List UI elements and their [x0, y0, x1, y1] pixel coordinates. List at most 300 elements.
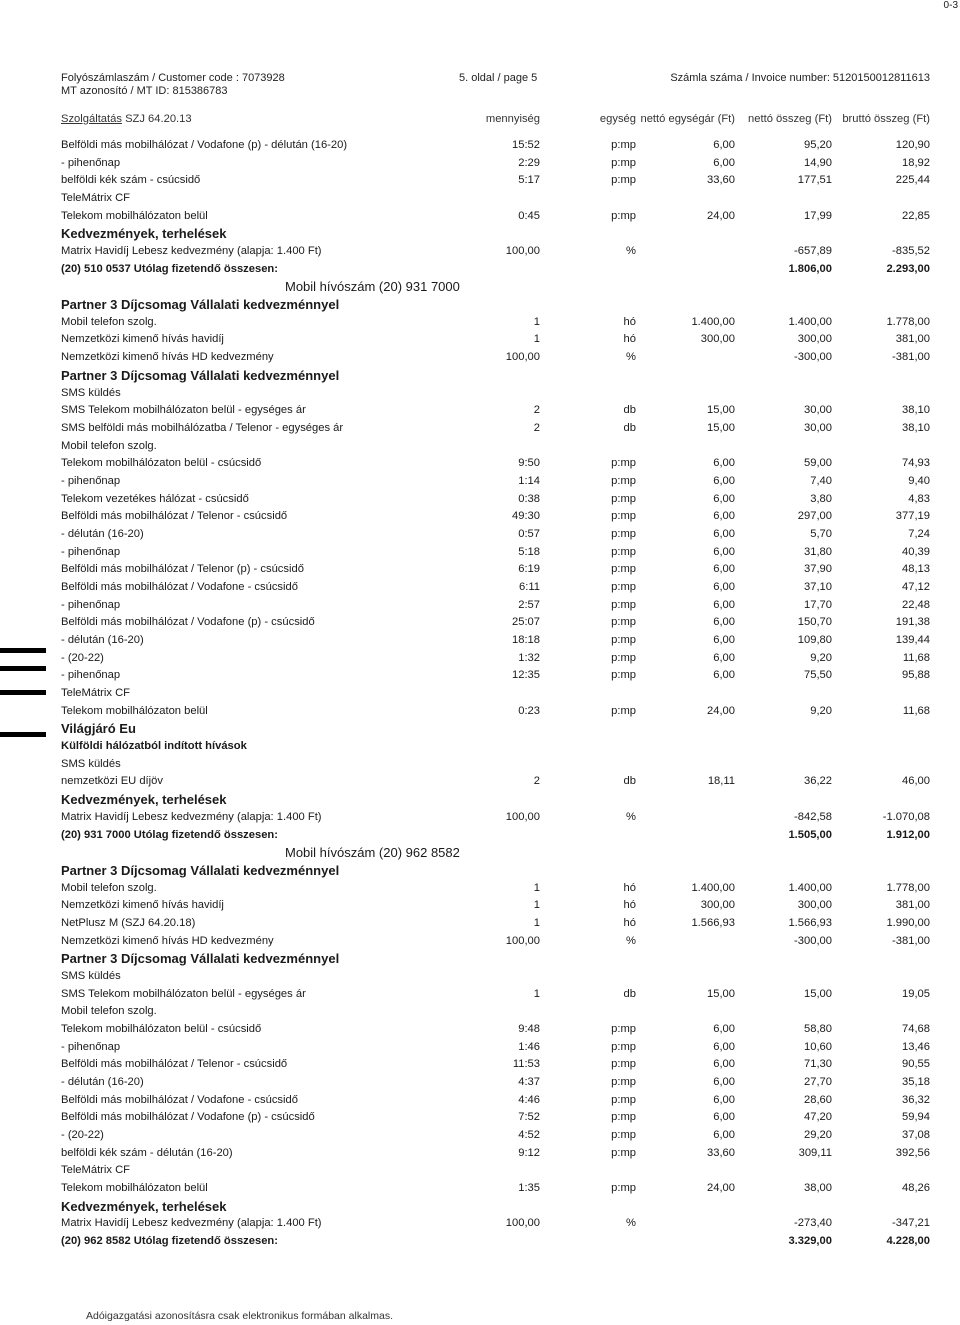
- cell-gross: 1.990,00: [886, 916, 930, 929]
- cell-qty: 1: [533, 987, 540, 1000]
- cell-desc: Belföldi más mobilhálózat / Telenor - csúcsidő: [61, 1058, 288, 1071]
- table-row: [0, 314, 960, 331]
- cell-qty: 2:29: [518, 156, 540, 169]
- cell-desc: TeleMátrix CF: [61, 687, 130, 700]
- table-row: [0, 385, 960, 402]
- section-heading: [0, 720, 960, 737]
- cell-net: 1.806,00: [788, 262, 832, 275]
- table-row: [0, 1215, 960, 1232]
- column-gross: bruttó összeg (Ft): [842, 113, 930, 125]
- column-unit: egység: [599, 113, 636, 125]
- cell-gross: 377,19: [895, 510, 930, 523]
- cell-price: 6,00: [713, 457, 735, 470]
- cell-desc: Belföldi más mobilhálózat / Vodafone (p) - csúcsidő: [61, 1111, 315, 1124]
- cell-qty: 100,00: [505, 1217, 540, 1230]
- cell-qty: 7:52: [518, 1111, 540, 1124]
- cell-gross: 1.778,00: [886, 315, 930, 328]
- cell-qty: 4:46: [518, 1093, 540, 1106]
- subtotal-row: [0, 261, 960, 278]
- table-row: [0, 526, 960, 543]
- cell-desc: Partner 3 Díjcsomag Vállalati kedvezménnyel: [61, 297, 340, 313]
- cell-desc: Telekom mobilhálózaton belül: [61, 209, 208, 222]
- cell-price: 33,60: [707, 174, 735, 187]
- cell-net: 47,20: [804, 1111, 832, 1124]
- cell-desc: - pihenőnap: [61, 1040, 121, 1053]
- cell-desc: Nemzetközi kimenő hívás havidíj: [61, 899, 224, 912]
- cell-unit: p:mp: [611, 209, 636, 222]
- cell-desc: Világjáró Eu: [61, 721, 136, 737]
- cell-net: 17,99: [804, 209, 832, 222]
- table-row: [0, 208, 960, 225]
- cell-net: 28,60: [804, 1093, 832, 1106]
- cell-desc: - pihenőnap: [61, 156, 121, 169]
- cell-net: 1.400,00: [788, 881, 832, 894]
- cell-gross: 47,12: [902, 581, 930, 593]
- cell-gross: 95,88: [902, 669, 930, 682]
- cell-net: 150,70: [797, 616, 832, 629]
- table-row: [0, 1127, 960, 1144]
- cell-gross: 40,39: [902, 545, 930, 558]
- cell-desc: nemzetközi EU díjöv: [61, 775, 163, 788]
- cell-desc: SMS küldés: [61, 757, 121, 770]
- table-row: [0, 1162, 960, 1179]
- cell-net: 300,00: [797, 899, 832, 912]
- cell-price: 24,00: [707, 1182, 735, 1195]
- table-row: [0, 756, 960, 773]
- cell-gross: 381,00: [895, 333, 930, 346]
- cell-net: 9,20: [810, 651, 832, 664]
- table-row: [0, 331, 960, 348]
- cell-desc: Nemzetközi kimenő hívás HD kedvezmény: [61, 934, 274, 947]
- cell-qty: 1: [533, 916, 540, 929]
- cell-desc: - (20-22): [61, 651, 104, 664]
- cell-gross: 22,85: [902, 209, 930, 222]
- cell-unit: p:mp: [611, 1076, 636, 1089]
- cell-net: -273,40: [794, 1217, 832, 1230]
- cell-unit: hó: [623, 333, 636, 346]
- section-heading: [0, 862, 960, 879]
- cell-desc: Külföldi hálózatból indított hívások: [61, 740, 247, 753]
- cell-gross: 9,40: [908, 474, 930, 487]
- cell-unit: p:mp: [611, 634, 636, 647]
- cell-gross: 35,18: [902, 1076, 930, 1089]
- cell-price: 300,00: [700, 899, 735, 912]
- cell-price: 6,00: [713, 1093, 735, 1106]
- phone-number-heading: [0, 278, 960, 295]
- cell-qty: 9:48: [518, 1023, 540, 1035]
- table-row: [0, 243, 960, 260]
- cell-net: -657,89: [794, 245, 832, 258]
- cell-gross: 74,93: [902, 457, 930, 470]
- cell-price: 6,00: [713, 634, 735, 647]
- cell-unit: hó: [623, 315, 636, 328]
- cell-desc: Kedvezmények, terhelések: [61, 792, 227, 808]
- cell-net: 58,80: [804, 1023, 832, 1035]
- cell-gross: 36,32: [902, 1093, 930, 1106]
- cell-desc: - pihenőnap: [61, 669, 121, 682]
- cell-qty: 6:11: [519, 581, 540, 593]
- column-qty: mennyiség: [485, 113, 540, 125]
- cell-qty: 2: [533, 404, 540, 417]
- table-row: [0, 597, 960, 614]
- cell-desc: Mobil hívószám (20) 931 7000: [285, 279, 460, 295]
- cell-gross: 1.912,00: [886, 828, 930, 841]
- cell-desc: Belföldi más mobilhálózat / Vodafone - csúcsidő: [61, 581, 298, 593]
- cell-desc: SMS küldés: [61, 386, 121, 399]
- cell-desc: Telekom vezetékes hálózat - csúcsidő: [61, 492, 249, 505]
- cell-unit: %: [626, 810, 636, 823]
- table-row: [0, 561, 960, 578]
- cell-net: 17,70: [804, 598, 832, 611]
- column-unit-price: nettó egységár (Ft): [640, 113, 735, 125]
- cell-price: 1.400,00: [691, 881, 735, 894]
- cell-desc: Belföldi más mobilhálózat / Telenor - csúcsidő: [61, 510, 288, 523]
- page-corner-label: 0-3: [943, 0, 958, 11]
- table-row: [0, 402, 960, 419]
- cell-gross: 38,10: [902, 404, 930, 417]
- cell-net: 109,80: [797, 634, 832, 647]
- cell-unit: p:mp: [611, 174, 636, 187]
- cell-gross: 90,55: [902, 1058, 930, 1071]
- cell-net: 59,00: [804, 457, 832, 470]
- cell-net: 75,50: [804, 669, 832, 682]
- footer-note: Adóigazgatási azonosításra csak elektronikus formában alkalmas.: [86, 1310, 393, 1322]
- cell-qty: 0:57: [518, 527, 540, 540]
- cell-qty: 4:37: [518, 1076, 540, 1089]
- cell-net: 31,80: [804, 545, 832, 558]
- cell-qty: 4:52: [518, 1129, 540, 1142]
- cell-price: 33,60: [707, 1146, 735, 1159]
- cell-price: 6,00: [713, 669, 735, 682]
- cell-qty: 9:12: [518, 1146, 540, 1159]
- cell-unit: %: [626, 351, 636, 364]
- table-row: [0, 986, 960, 1003]
- cell-price: 6,00: [713, 651, 735, 664]
- cell-gross: -347,21: [892, 1217, 930, 1230]
- cell-qty: 0:38: [518, 492, 540, 505]
- margin-mark: [0, 648, 46, 653]
- cell-price: 6,00: [713, 156, 735, 169]
- cell-unit: p:mp: [611, 1182, 636, 1195]
- cell-net: 297,00: [797, 510, 832, 523]
- cell-desc: - pihenőnap: [61, 474, 121, 487]
- table-row: [0, 933, 960, 950]
- cell-net: 3.329,00: [788, 1235, 832, 1248]
- table-row: [0, 172, 960, 189]
- table-row: [0, 632, 960, 649]
- cell-unit: p:mp: [611, 1129, 636, 1142]
- cell-qty: 2: [533, 775, 540, 788]
- cell-qty: 100,00: [505, 351, 540, 364]
- cell-net: 30,00: [804, 421, 832, 434]
- cell-price: 15,00: [707, 404, 735, 417]
- cell-net: 27,70: [804, 1076, 832, 1089]
- mt-id: MT azonosító / MT ID: 815386783: [61, 85, 228, 97]
- cell-qty: 49:30: [512, 510, 540, 523]
- table-row: [0, 915, 960, 932]
- cell-unit: db: [623, 775, 636, 788]
- cell-qty: 6:19: [518, 563, 540, 576]
- cell-qty: 5:18: [518, 545, 540, 558]
- cell-unit: p:mp: [611, 139, 636, 151]
- section-heading: [0, 1198, 960, 1215]
- table-row: [0, 1021, 960, 1038]
- cell-desc: Belföldi más mobilhálózat / Vodafone (p) - csúcsidő: [61, 616, 315, 629]
- cell-qty: 2: [533, 421, 540, 434]
- cell-desc: - délután (16-20): [61, 527, 144, 540]
- cell-desc: (20) 510 0537 Utólag fizetendő összesen:: [61, 262, 278, 275]
- cell-net: -842,58: [794, 810, 832, 823]
- cell-qty: 12:35: [512, 669, 540, 682]
- cell-desc: Matrix Havidíj Lebesz kedvezmény (alapja: 1.400 Ft): [61, 245, 322, 258]
- cell-qty: 15:52: [512, 139, 540, 151]
- cell-net: 177,51: [797, 174, 832, 187]
- cell-qty: 11:53: [512, 1058, 540, 1071]
- table-row: [0, 579, 960, 596]
- cell-gross: 19,05: [902, 987, 930, 1000]
- cell-desc: belföldi kék szám - délután (16-20): [61, 1146, 233, 1159]
- cell-gross: 38,10: [902, 421, 930, 434]
- table-row: [0, 1109, 960, 1126]
- cell-desc: Nemzetközi kimenő hívás havidíj: [61, 333, 224, 346]
- cell-price: 6,00: [713, 1129, 735, 1142]
- column-service: Szolgáltatás SZJ 64.20.13: [61, 113, 192, 125]
- cell-net: 300,00: [797, 333, 832, 346]
- cell-gross: 48,13: [902, 563, 930, 576]
- cell-price: 1.566,93: [691, 916, 735, 929]
- cell-desc: TeleMátrix CF: [61, 192, 130, 205]
- cell-qty: 5:17: [518, 174, 540, 187]
- cell-qty: 1: [533, 315, 540, 328]
- cell-gross: -835,52: [892, 245, 930, 258]
- cell-gross: 37,08: [902, 1129, 930, 1142]
- cell-desc: Partner 3 Díjcsomag Vállalati kedvezménnyel: [61, 367, 340, 383]
- column-net: nettó összeg (Ft): [748, 113, 832, 125]
- cell-desc: Belföldi más mobilhálózat / Vodafone (p) - délután (16-20): [61, 139, 348, 151]
- cell-unit: p:mp: [611, 616, 636, 629]
- table-row: [0, 137, 960, 154]
- cell-gross: 191,38: [895, 616, 930, 629]
- cell-net: 3,80: [810, 492, 832, 505]
- cell-desc: Matrix Havidíj Lebesz kedvezmény (alapja: 1.400 Ft): [61, 810, 322, 823]
- cell-desc: Belföldi más mobilhálózat / Telenor (p) - csúcsidő: [61, 563, 304, 576]
- table-row: [0, 1074, 960, 1091]
- cell-gross: 4.228,00: [886, 1235, 930, 1248]
- table-row: [0, 1056, 960, 1073]
- cell-desc: Mobil telefon szolg.: [61, 439, 157, 452]
- cell-net: 1.566,93: [788, 916, 832, 929]
- cell-unit: p:mp: [611, 1040, 636, 1053]
- invoice-number: Számla száma / Invoice number: 5120150012811613: [670, 72, 930, 84]
- cell-price: 6,00: [713, 527, 735, 540]
- table-row: [0, 809, 960, 826]
- cell-unit: p:mp: [611, 581, 636, 593]
- cell-price: 18,11: [707, 775, 735, 788]
- table-row: [0, 1092, 960, 1109]
- cell-net: 14,90: [804, 156, 832, 169]
- cell-desc: Telekom mobilhálózaton belül: [61, 1182, 208, 1195]
- cell-net: 38,00: [804, 1182, 832, 1195]
- table-row: [0, 897, 960, 914]
- cell-desc: Mobil telefon szolg.: [61, 1005, 157, 1018]
- cell-qty: 100,00: [505, 934, 540, 947]
- cell-price: 6,00: [713, 581, 735, 593]
- cell-unit: p:mp: [611, 669, 636, 682]
- customer-code: Folyószámlaszám / Customer code : 7073928: [61, 72, 285, 84]
- cell-net: 37,90: [804, 563, 832, 576]
- cell-unit: p:mp: [611, 1111, 636, 1124]
- cell-gross: 139,44: [895, 634, 930, 647]
- section-heading: [0, 791, 960, 808]
- cell-unit: hó: [623, 899, 636, 912]
- table-row: [0, 880, 960, 897]
- cell-price: 6,00: [713, 563, 735, 576]
- cell-gross: 4,83: [908, 492, 930, 505]
- cell-price: 6,00: [713, 1058, 735, 1071]
- cell-qty: 25:07: [512, 616, 540, 629]
- cell-qty: 9:50: [518, 457, 540, 470]
- cell-qty: 100,00: [505, 245, 540, 258]
- cell-price: 24,00: [707, 209, 735, 222]
- cell-desc: Kedvezmények, terhelések: [61, 1198, 227, 1214]
- table-row: [0, 491, 960, 508]
- cell-qty: 0:45: [518, 209, 540, 222]
- cell-unit: p:mp: [611, 563, 636, 576]
- cell-qty: 1:14: [518, 474, 540, 487]
- cell-unit: %: [626, 934, 636, 947]
- cell-desc: Mobil telefon szolg.: [61, 881, 157, 894]
- cell-net: 9,20: [810, 704, 832, 717]
- cell-qty: 18:18: [512, 634, 540, 647]
- cell-price: 6,00: [713, 139, 735, 151]
- cell-desc: SMS Telekom mobilhálózaton belül - egységes ár: [61, 987, 306, 1000]
- cell-price: 6,00: [713, 492, 735, 505]
- cell-net: 5,70: [810, 527, 832, 540]
- cell-net: 37,10: [804, 581, 832, 593]
- cell-gross: 11,68: [902, 704, 930, 717]
- cell-desc: (20) 962 8582 Utólag fizetendő összesen:: [61, 1235, 278, 1248]
- table-row: [0, 667, 960, 684]
- cell-net: 1.505,00: [788, 828, 832, 841]
- cell-gross: -1.070,08: [882, 810, 930, 823]
- cell-price: 6,00: [713, 1040, 735, 1053]
- table-row: [0, 155, 960, 172]
- cell-net: 10,60: [804, 1040, 832, 1053]
- cell-desc: Kedvezmények, terhelések: [61, 226, 227, 242]
- cell-gross: 59,94: [902, 1111, 930, 1124]
- cell-unit: db: [623, 421, 636, 434]
- cell-gross: 11,68: [902, 651, 930, 664]
- cell-gross: -381,00: [892, 351, 930, 364]
- cell-net: -300,00: [794, 351, 832, 364]
- cell-unit: %: [626, 245, 636, 258]
- cell-desc: - pihenőnap: [61, 545, 121, 558]
- cell-unit: p:mp: [611, 704, 636, 717]
- cell-gross: 1.778,00: [886, 881, 930, 894]
- cell-unit: hó: [623, 881, 636, 894]
- cell-gross: 74,68: [902, 1023, 930, 1035]
- margin-mark: [0, 666, 46, 671]
- table-row: [0, 685, 960, 702]
- cell-gross: 120,90: [895, 139, 930, 151]
- cell-qty: 1:35: [518, 1182, 540, 1195]
- cell-unit: p:mp: [611, 156, 636, 169]
- cell-qty: 1:46: [518, 1040, 540, 1053]
- cell-price: 15,00: [707, 987, 735, 1000]
- cell-unit: db: [623, 404, 636, 417]
- table-row: [0, 190, 960, 207]
- page-number: 5. oldal / page 5: [459, 72, 538, 84]
- cell-gross: 18,92: [902, 156, 930, 169]
- cell-desc: NetPlusz M (SZJ 64.20.18): [61, 916, 196, 929]
- cell-price: 6,00: [713, 1023, 735, 1035]
- table-row: [0, 508, 960, 525]
- cell-price: 1.400,00: [691, 315, 735, 328]
- cell-unit: p:mp: [611, 527, 636, 540]
- cell-unit: %: [626, 1217, 636, 1230]
- cell-unit: p:mp: [611, 598, 636, 611]
- cell-price: 15,00: [707, 421, 735, 434]
- section-heading: [0, 225, 960, 242]
- cell-price: 6,00: [713, 545, 735, 558]
- cell-qty: 100,00: [505, 810, 540, 823]
- cell-desc: SMS belföldi más mobilhálózatba / Telenor - egységes ár: [61, 421, 344, 434]
- cell-net: 15,00: [804, 987, 832, 1000]
- cell-desc: - délután (16-20): [61, 634, 144, 647]
- table-row: [0, 420, 960, 437]
- cell-gross: 46,00: [902, 775, 930, 788]
- table-row: [0, 438, 960, 455]
- cell-price: 6,00: [713, 598, 735, 611]
- cell-unit: db: [623, 987, 636, 1000]
- subtotal-row: [0, 738, 960, 755]
- cell-desc: - (20-22): [61, 1129, 104, 1142]
- table-row: [0, 703, 960, 720]
- cell-gross: 225,44: [895, 174, 930, 187]
- cell-gross: 381,00: [895, 899, 930, 912]
- subtotal-row: [0, 1233, 960, 1250]
- table-row: [0, 1180, 960, 1197]
- cell-desc: Telekom mobilhálózaton belül - csúcsidő: [61, 457, 262, 470]
- cell-gross: 2.293,00: [886, 262, 930, 275]
- cell-unit: p:mp: [611, 457, 636, 470]
- cell-price: 6,00: [713, 616, 735, 629]
- cell-desc: - délután (16-20): [61, 1076, 144, 1089]
- cell-qty: 0:23: [518, 704, 540, 717]
- cell-price: 6,00: [713, 1111, 735, 1124]
- cell-desc: TeleMátrix CF: [61, 1164, 130, 1177]
- phone-number-heading: [0, 844, 960, 861]
- table-row: [0, 349, 960, 366]
- cell-unit: p:mp: [611, 492, 636, 505]
- cell-desc: SMS Telekom mobilhálózaton belül - egységes ár: [61, 404, 306, 417]
- cell-qty: 1: [533, 333, 540, 346]
- cell-net: 7,40: [810, 474, 832, 487]
- cell-desc: belföldi kék szám - csúcsidő: [61, 174, 201, 187]
- cell-desc: Mobil telefon szolg.: [61, 315, 157, 328]
- cell-price: 300,00: [700, 333, 735, 346]
- table-row: [0, 455, 960, 472]
- cell-gross: 22,48: [902, 598, 930, 611]
- cell-desc: Partner 3 Díjcsomag Vállalati kedvezménnyel: [61, 951, 340, 967]
- table-row: [0, 968, 960, 985]
- cell-qty: 2:57: [518, 598, 540, 611]
- margin-mark: [0, 732, 46, 737]
- section-heading: [0, 367, 960, 384]
- cell-gross: 392,56: [895, 1146, 930, 1159]
- cell-desc: Belföldi más mobilhálózat / Vodafone - csúcsidő: [61, 1093, 298, 1106]
- cell-desc: Telekom mobilhálózaton belül: [61, 704, 208, 717]
